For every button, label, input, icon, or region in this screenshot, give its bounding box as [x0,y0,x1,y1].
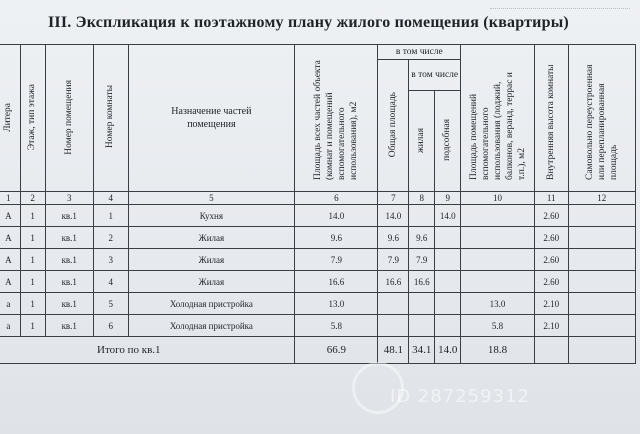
cell-total: 9.6 [295,227,378,249]
cell-unauth [568,205,635,227]
cell-general [378,315,409,337]
cell-floor: 1 [20,271,45,293]
cell-total: 16.6 [295,271,378,293]
cell-living: 7.9 [409,249,435,271]
cell-purpose: Жилая [128,227,295,249]
table-row [0,293,636,315]
cell-litera: А [0,227,20,249]
cell-height: 2.60 [534,227,568,249]
cell-litera: А [0,249,20,271]
cell-aux [435,271,461,293]
cell-room: 4 [93,271,128,293]
total-general: 48.1 [378,337,409,364]
cell-aux [435,315,461,337]
column-numbers-row [0,192,636,205]
cell-balcony [461,227,535,249]
header-floor: Этаж, тип этажа [20,45,45,192]
colnum: 4 [93,192,128,205]
total-row [0,337,636,364]
page-title: III. Экспликация к поэтажному плану жилого помещения (квартиры) [48,14,569,31]
cell-height: 2.10 [534,293,568,315]
cell-litera: а [0,315,20,337]
header-litera: Литера [0,45,20,192]
cell-living: 16.6 [409,271,435,293]
total-label: Итого по кв.1 [0,337,295,364]
table-row [0,227,636,249]
cell-aux [435,293,461,315]
cell-purpose: Жилая [128,249,295,271]
header-row-1 [0,45,636,60]
cell-total: 7.9 [295,249,378,271]
colnum: 9 [435,192,461,205]
table-row [0,249,636,271]
colnum: 10 [461,192,535,205]
cell-height: 2.60 [534,249,568,271]
cell-total: 14.0 [295,205,378,227]
cell-living: 9.6 [409,227,435,249]
cell-floor: 1 [20,293,45,315]
cell-general: 16.6 [378,271,409,293]
cell-aux: 14.0 [435,205,461,227]
header-unauth: Самовольно переустроенная или перепланированная площадь [568,45,635,192]
cell-general [378,293,409,315]
cell-room: 6 [93,315,128,337]
total-unauth [568,337,635,364]
cell-litera: а [0,293,20,315]
cell-unauth [568,315,635,337]
cell-living [409,293,435,315]
cell-unauth [568,227,635,249]
total-area: 66.9 [295,337,378,364]
cell-floor: 1 [20,227,45,249]
cell-apt: кв.1 [45,315,93,337]
watermark-id: ID 287259312 [390,386,530,407]
cell-balcony [461,271,535,293]
cell-litera: А [0,205,20,227]
cell-height: 2.10 [534,315,568,337]
cell-unauth [568,293,635,315]
colnum: 1 [0,192,20,205]
colnum: 3 [45,192,93,205]
header-height: Внутренняя высота комнаты [534,45,568,192]
table-row [0,271,636,293]
cell-floor: 1 [20,249,45,271]
cell-balcony: 5.8 [461,315,535,337]
cell-purpose: Холодная пристройка [128,315,295,337]
cell-purpose: Холодная пристройка [128,293,295,315]
cell-apt: кв.1 [45,205,93,227]
cell-living [409,315,435,337]
cell-apt: кв.1 [45,249,93,271]
top-dotted-line [490,0,630,9]
total-aux: 14.0 [435,337,461,364]
cell-balcony [461,249,535,271]
table-row [0,205,636,227]
cell-total: 13.0 [295,293,378,315]
cell-living [409,205,435,227]
cell-unauth [568,271,635,293]
header-apt: Номер помещения [45,45,93,192]
header-incl2: в том числе [409,60,461,91]
cell-general: 9.6 [378,227,409,249]
cell-balcony: 13.0 [461,293,535,315]
colnum: 2 [20,192,45,205]
cell-height: 2.60 [534,271,568,293]
cell-litera: А [0,271,20,293]
total-height [534,337,568,364]
colnum: 12 [568,192,635,205]
cell-general: 7.9 [378,249,409,271]
cell-apt: кв.1 [45,271,93,293]
table-row [0,315,636,337]
cell-total: 5.8 [295,315,378,337]
colnum: 7 [378,192,409,205]
header-incl: в том числе [378,45,461,60]
cell-apt: кв.1 [45,227,93,249]
header-balcony: Площадь помещений вспомогательного использования (лоджий, балконов, веранд, террас и т.п.), м2 [461,45,535,192]
cell-room: 1 [93,205,128,227]
cell-room: 2 [93,227,128,249]
cell-room: 5 [93,293,128,315]
cell-general: 14.0 [378,205,409,227]
header-general: Общая площадь [378,60,409,192]
total-living: 34.1 [409,337,435,364]
header-living: жилая [409,91,435,192]
cell-floor: 1 [20,315,45,337]
cell-apt: кв.1 [45,293,93,315]
colnum: 11 [534,192,568,205]
cell-purpose: Кухня [128,205,295,227]
cell-aux [435,249,461,271]
header-auxiliary: подсобная [435,91,461,192]
cell-floor: 1 [20,205,45,227]
colnum: 5 [128,192,295,205]
header-area-total: Площадь всех частей объекта (комнат и помещений вспомогательного использования), м2 [295,45,378,192]
cell-purpose: Жилая [128,271,295,293]
total-balcony: 18.8 [461,337,535,364]
cell-unauth [568,249,635,271]
cell-aux [435,227,461,249]
cell-height: 2.60 [534,205,568,227]
colnum: 6 [295,192,378,205]
explication-table [0,44,636,364]
header-purpose: Назначение частей помещения [128,45,295,192]
colnum: 8 [409,192,435,205]
header-room: Номер комнаты [93,45,128,192]
cell-balcony [461,205,535,227]
cell-room: 3 [93,249,128,271]
